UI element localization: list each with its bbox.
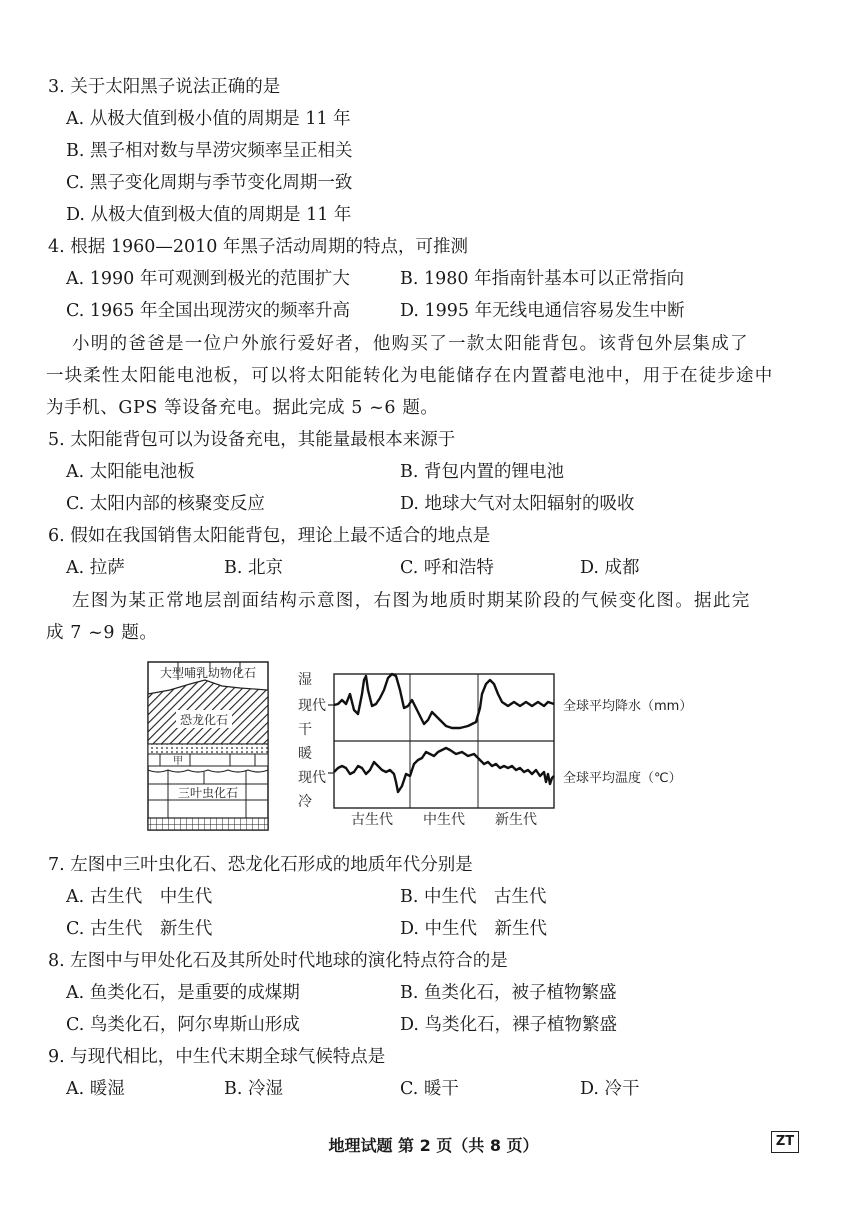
q5-option-d: D. 地球大气对太阳辐射的吸收	[400, 494, 635, 514]
q9-option-c: C. 暖干	[400, 1079, 459, 1099]
era-label-cenozoic: 新生代	[495, 812, 537, 828]
label-modern-2: 现代	[298, 770, 326, 786]
label-cold: 冷	[298, 794, 312, 810]
page-footer: 地理试题 第 2 页（共 8 页）	[328, 1136, 539, 1155]
strata-label-dinosaur: 恐龙化石	[179, 713, 229, 727]
q8-option-c: C. 鸟类化石，阿尔卑斯山形成	[66, 1015, 300, 1035]
q5-option-b: B. 背包内置的锂电池	[400, 462, 564, 482]
label-wet: 湿	[298, 672, 312, 688]
q8-option-b: B. 鱼类化石，被子植物繁盛	[400, 983, 617, 1003]
q3-option-a: A. 从极大值到极小值的周期是 11 年	[66, 109, 351, 129]
precipitation-curve	[334, 674, 554, 728]
q9-option-d: D. 冷干	[580, 1079, 640, 1099]
q3-option-c: C. 黑子变化周期与季节变化周期一致	[66, 173, 353, 193]
label-precipitation: 全球平均降水（mm）	[563, 699, 693, 714]
q9-option-b: B. 冷湿	[224, 1079, 283, 1099]
strata-label-jia: 甲	[173, 756, 183, 767]
q5-stem: 5. 太阳能背包可以为设备充电，其能量最根本来源于	[48, 430, 456, 450]
q7-option-a: A. 古生代 中生代	[66, 887, 213, 907]
q7-stem: 7. 左图中三叶虫化石、恐龙化石形成的地质年代分别是	[48, 855, 473, 875]
figures	[0, 650, 867, 840]
passage2-line-2: 成 7 ~9 题。	[46, 623, 158, 643]
q4-option-a: A. 1990 年可观测到极光的范围扩大	[66, 269, 350, 289]
q7-option-d: D. 中生代 新生代	[400, 919, 548, 939]
passage1-line-2: 一块柔性太阳能电池板，可以将太阳能转化为电能储存在内置蓄电池中，用于在徒步途中	[46, 366, 774, 386]
q6-option-c: C. 呼和浩特	[400, 558, 494, 578]
label-warm: 暖	[298, 746, 312, 762]
era-label-paleozoic: 古生代	[351, 812, 393, 828]
era-label-mesozoic: 中生代	[423, 812, 465, 828]
q5-option-a: A. 太阳能电池板	[66, 462, 195, 482]
q6-stem: 6. 假如在我国销售太阳能背包，理论上最不适合的地点是	[48, 526, 491, 546]
passage1-line-1: 小明的爸爸是一位户外旅行爱好者，他购买了一款太阳能背包。该背包外层集成了	[72, 334, 749, 354]
q3-option-b: B. 黑子相对数与旱涝灾频率呈正相关	[66, 141, 353, 161]
label-dry: 干	[298, 722, 312, 738]
passage1-line-3: 为手机、GPS 等设备充电。据此完成 5 ~6 题。	[46, 398, 439, 418]
q3-stem: 3. 关于太阳黑子说法正确的是	[48, 77, 281, 97]
q8-option-a: A. 鱼类化石，是重要的成煤期	[66, 983, 300, 1003]
q7-option-b: B. 中生代 古生代	[400, 887, 547, 907]
passage2-line-1: 左图为某正常地层剖面结构示意图，右图为地质时期某阶段的气候变化图。据此完	[72, 591, 751, 611]
q9-option-a: A. 暖湿	[66, 1079, 125, 1099]
q7-option-c: C. 古生代 新生代	[66, 919, 213, 939]
q6-option-b: B. 北京	[224, 558, 283, 578]
strata-diagram	[148, 662, 268, 830]
strata-label-mammal: 大型哺乳动物化石	[159, 666, 257, 680]
q5-option-c: C. 太阳内部的核聚变反应	[66, 494, 265, 514]
q9-stem: 9. 与现代相比，中生代末期全球气候特点是	[48, 1047, 386, 1067]
climate-chart	[298, 672, 692, 828]
temperature-curve	[334, 748, 554, 792]
q6-option-a: A. 拉萨	[66, 558, 125, 578]
strata-label-trilobite: 三叶虫化石	[177, 786, 239, 800]
q4-option-d: D. 1995 年无线电通信容易发生中断	[400, 301, 685, 321]
q4-option-b: B. 1980 年指南针基本可以正常指向	[400, 269, 685, 289]
zt-badge: ZT	[771, 1131, 799, 1153]
label-modern-1: 现代	[298, 698, 326, 714]
q4-option-c: C. 1965 年全国出现涝灾的频率升高	[66, 301, 350, 321]
q4-stem: 4. 根据 1960—2010 年黑子活动周期的特点，可推测	[48, 237, 468, 257]
q3-option-d: D. 从极大值到极大值的周期是 11 年	[66, 205, 352, 225]
q8-option-d: D. 鸟类化石，裸子植物繁盛	[400, 1015, 618, 1035]
q6-option-d: D. 成都	[580, 558, 640, 578]
q8-stem: 8. 左图中与甲处化石及其所处时代地球的演化特点符合的是	[48, 951, 508, 971]
label-temperature: 全球平均温度（℃）	[563, 771, 682, 786]
